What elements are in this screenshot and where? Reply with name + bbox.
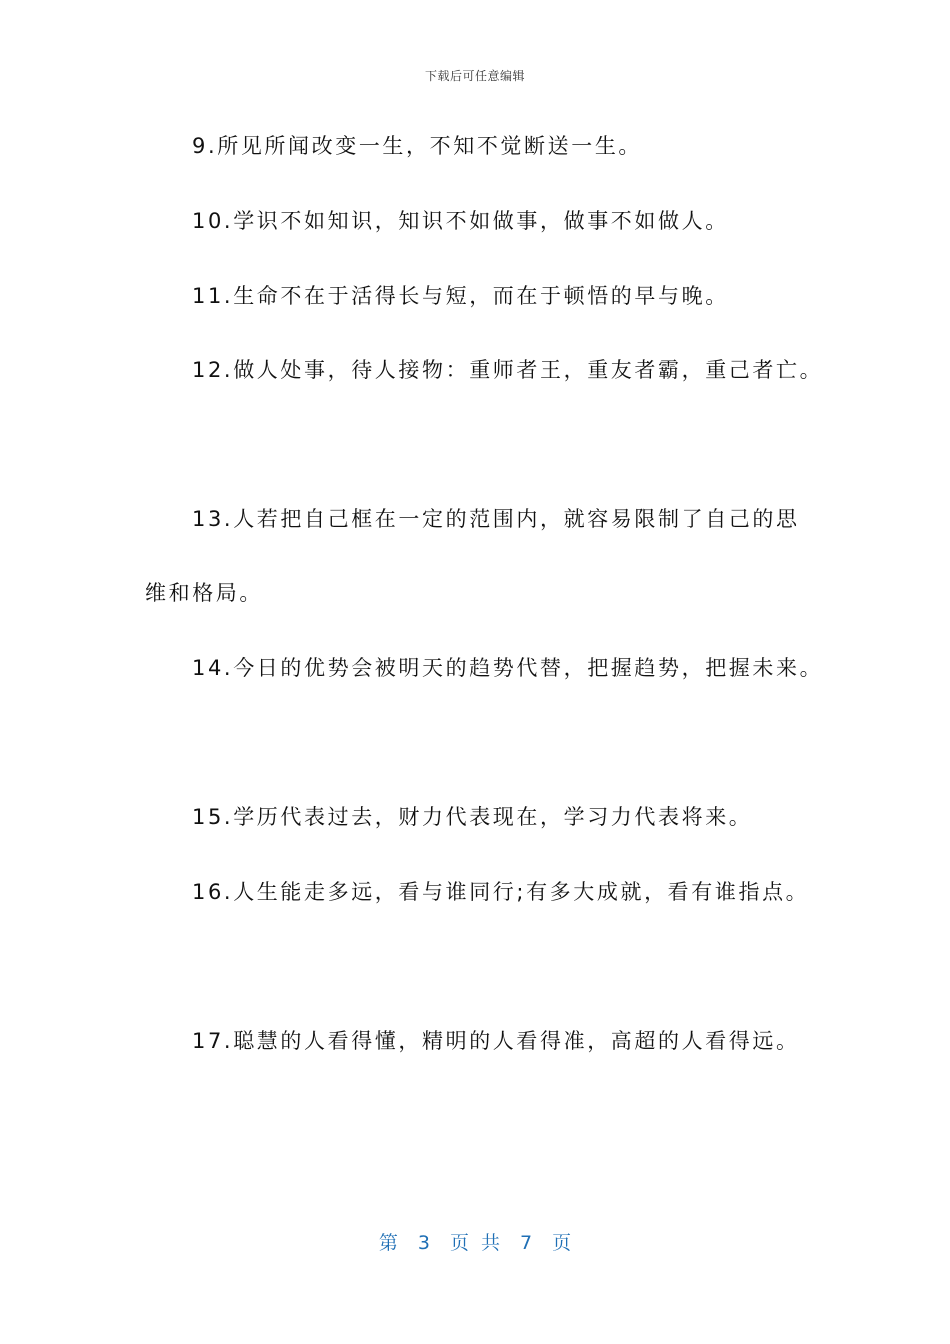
page-header: 下载后可任意编辑 (424, 69, 525, 83)
list-item-continuation: 维和格局。 (145, 581, 263, 605)
list-item: 17.聪慧的人看得懂，精明的人看得准，高超的人看得远。 (192, 1029, 800, 1053)
total-pages-number: 7 (520, 1232, 533, 1254)
page-label-mid: 页 共 (449, 1232, 501, 1254)
list-item: 14.今日的优势会被明天的趋势代替，把握趋势，把握未来。 (192, 656, 824, 680)
list-item: 9.所见所闻改变一生，不知不觉断送一生。 (192, 134, 643, 158)
list-item: 11.生命不在于活得长与短，而在于顿悟的早与晚。 (192, 284, 729, 308)
page-footer (0, 1228, 950, 1255)
list-item: 10.学识不如知识，知识不如做事，做事不如做人。 (192, 209, 729, 233)
list-item: 13.人若把自己框在一定的范围内，就容易限制了自己的思 (192, 507, 800, 531)
list-item: 15.学历代表过去，财力代表现在，学习力代表将来。 (192, 805, 753, 829)
list-item: 12.做人处事，待人接物：重师者王，重友者霸，重己者亡。 (192, 358, 824, 382)
current-page-number: 3 (417, 1232, 430, 1254)
page-label-suffix: 页 (552, 1232, 572, 1254)
list-item: 16.人生能走多远，看与谁同行;有多大成就，看有谁指点。 (192, 880, 810, 904)
page-label-prefix: 第 (378, 1232, 398, 1254)
